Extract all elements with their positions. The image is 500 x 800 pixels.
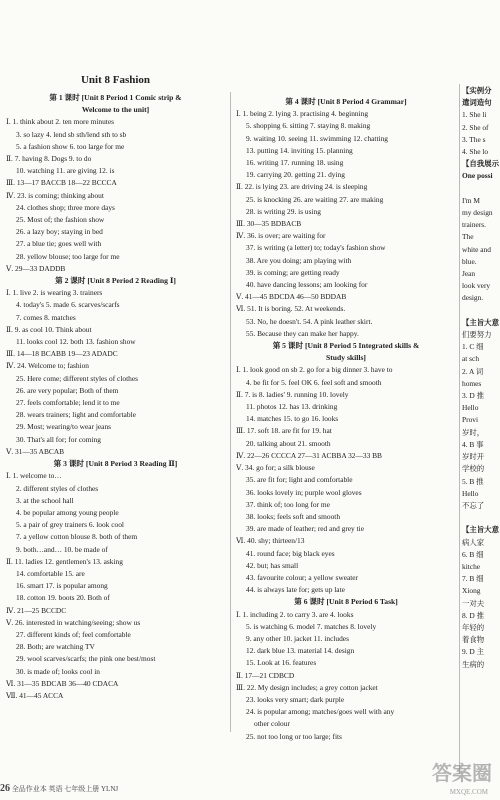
answer-line: Provi <box>462 415 479 425</box>
answer-line <box>462 305 500 317</box>
answer-line: 着食物 <box>462 635 485 645</box>
section-heading: 第 3 课时 [Unit 8 Period 3 Reading Ⅱ] <box>53 459 178 469</box>
answer-line: 年轻的 <box>462 622 485 632</box>
answer-line: 5. B 推 <box>462 476 484 486</box>
section-heading: 第 5 课时 [Unit 8 Period 5 Integrated skills & <box>272 341 420 351</box>
answer-line: Ⅲ. 14—18 BCABB 19—23 ADADC <box>6 349 118 359</box>
answer-line: 【实例分 <box>462 86 492 95</box>
answer-line: 44. is always late for; gets up late <box>246 585 345 595</box>
answer-line: I'm M <box>462 195 480 205</box>
answer-line: 42. but; has small <box>246 560 299 570</box>
section-heading: Welcome to the unit] <box>81 105 150 115</box>
answer-line: 生病的 <box>462 659 485 669</box>
answer-line: look very <box>462 281 491 291</box>
answer-line: 岁时， <box>462 427 485 437</box>
answer-line: 2. A 词 <box>462 366 484 376</box>
answer-line: Ⅰ. 1. live 2. is wearing 3. trainers <box>6 288 103 298</box>
answer-line: 病人家 <box>462 537 485 547</box>
answer-line: Ⅰ. 1. think about 2. ten more minutes <box>6 117 115 127</box>
answer-line: 16. writing 17. running 18. using <box>246 158 344 168</box>
book-title: 全品作业本 英语 七年级上册 YLNJ <box>11 785 119 793</box>
answer-line: 40. have dancing lessons; am looking for <box>246 280 368 290</box>
answer-line: 3. D 推 <box>462 391 484 401</box>
answer-line: Ⅳ. 22—26 CCCCA 27—31 ACBBA 32—33 BB <box>236 450 382 460</box>
answer-line: 15. Look at 16. features <box>246 658 317 668</box>
answer-line: Ⅱ. 11. ladies 12. gentlemen's 13. asking <box>6 556 123 566</box>
answer-line: 28. is writing 29. is using <box>246 206 321 216</box>
answer-line: 2. different styles of clothes <box>16 483 99 493</box>
answer-line <box>462 512 500 524</box>
answer-line: 10. watching 11. are giving 12. is <box>16 166 115 176</box>
answer-line: Ⅴ. 34. go for; a silk blouse <box>236 463 315 473</box>
answer-line: Ⅶ. 41—45 ACCA <box>6 690 64 700</box>
answer-line: 28. Both; are watching TV <box>16 642 95 652</box>
answer-line: 43. favourite colour; a yellow sweater <box>246 572 359 582</box>
answer-line: 28. wears trainers; light and comfortable <box>16 410 136 420</box>
answer-line: 4. She lo <box>462 147 489 157</box>
answer-line: 27. different kinds of; feel comfortable <box>16 629 131 639</box>
section-heading: 第 2 课时 [Unit 8 Period 2 Reading Ⅰ] <box>55 276 176 286</box>
answer-line: 29. wool scarves/scarfs; the pink one best/most <box>16 654 156 664</box>
watermark-logo: 答案圈 <box>432 763 492 785</box>
answer-line: 们要努力 <box>462 330 492 340</box>
answer-line: Hello <box>462 403 479 413</box>
answer-line: at sch <box>462 354 480 364</box>
answer-line: Ⅵ. 51. It is boring. 52. At weekends. <box>236 304 346 314</box>
answer-line: Ⅳ. 21—25 BCCDC <box>6 605 67 615</box>
answer-line: 16. smart 17. is popular among <box>16 581 108 591</box>
page-footer <box>0 783 118 794</box>
answer-line: Ⅳ. 36. is over; are waiting for <box>236 231 326 241</box>
answer-line: blue. <box>462 256 477 266</box>
answer-line: 35. are fit for; light and comfortable <box>246 475 353 485</box>
answer-line: 25. Here come; different styles of clothes <box>16 373 138 383</box>
answer-line: 6. B 细 <box>462 549 484 559</box>
answer-line: One possi <box>462 171 493 181</box>
answer-line: 30. is made of; looks cool in <box>16 666 100 676</box>
answer-line: Ⅴ. 41—45 BDCDA 46—50 BDDAB <box>236 292 347 302</box>
answer-line: 25. not too long or too large; fits <box>246 731 342 741</box>
answer-line: design. <box>462 293 484 303</box>
answer-line: 18. cotton 19. boots 20. Both of <box>16 593 110 603</box>
answer-line: 11. looks cool 12. both 13. fashion show <box>16 337 136 347</box>
answer-line: 25. Most of; the fashion show <box>16 215 105 225</box>
answer-line: Ⅳ. 24. Welcome to; fashion <box>6 361 90 371</box>
answer-line: 55. Because they can make her happy. <box>246 328 359 338</box>
answer-line: Ⅱ. 9. as cool 10. Think about <box>6 324 92 334</box>
answer-line: 9. both…and… 10. be made of <box>16 544 108 554</box>
answer-line: 3. at the school hall <box>16 495 74 505</box>
answer-line: Ⅱ. 22. is lying 23. are driving 24. is sleeping <box>236 182 368 192</box>
page-number: 26 <box>0 783 10 794</box>
answer-line: Ⅴ. 26. interested in watching/seeing; show us <box>6 617 141 627</box>
answer-line: Ⅰ. 1. being 2. lying 3. practising 4. beginning <box>236 109 369 119</box>
answer-line: 38. looks; feels soft and smooth <box>246 511 341 521</box>
answer-line: Ⅴ. 29—33 DADDB <box>6 263 66 273</box>
answer-line: 4. today's 5. made 6. scarves/scarfs <box>16 300 120 310</box>
unit-title: Unit 8 Fashion <box>80 74 151 86</box>
answer-line: Ⅰ. 1. including 2. to carry 3. are 4. looks <box>236 609 354 619</box>
answer-line: The <box>462 232 474 242</box>
answer-line: 20. talking about 21. smooth <box>246 438 331 448</box>
answer-line: Ⅲ. 13—17 BACCB 18—22 BCCCA <box>6 178 117 188</box>
answer-line: 25. is knocking 26. are waiting 27. are making <box>246 194 384 204</box>
answer-line: 5. is watching 6. model 7. matches 8. lovely <box>246 621 377 631</box>
answer-line: 38. Are you doing; am playing with <box>246 255 352 265</box>
answer-line: my design <box>462 208 493 218</box>
answer-line: 学校的 <box>462 464 485 474</box>
answer-line: Ⅵ. 40. shy; thirteen/13 <box>236 536 305 546</box>
answer-line: 3. so lazy 4. lend sb sth/lend sth to sb <box>16 129 127 139</box>
answer-line: Ⅱ. 7. having 8. Dogs 9. to do <box>6 154 92 164</box>
answer-line: 27. a blue tie; goes well with <box>16 239 102 249</box>
answer-line: 一对夫 <box>462 598 485 608</box>
answer-line: 4. be popular among young people <box>16 507 119 517</box>
answer-line: 9. waiting 10. seeing 11. swimming 12. chatting <box>246 133 388 143</box>
answer-line: 5. shopping 6. sitting 7. staying 8. making <box>246 121 371 131</box>
answer-line: Ⅱ. 17—21 CDBCD <box>236 670 295 680</box>
answer-line: 2. She of <box>462 122 489 132</box>
answer-line: 4. be fit for 5. feel OK 6. feel soft and smooth <box>246 377 382 387</box>
answer-line: 24. is popular among; matches/goes well with any <box>246 707 395 717</box>
answer-line: 5. a fashion show 6. too large for me <box>16 141 125 151</box>
answer-line: 26. are very popular; Both of them <box>16 385 119 395</box>
answer-line: 7. comes 8. matches <box>16 312 76 322</box>
section-heading: 第 1 课时 [Unit 8 Period 1 Comic strip & <box>49 93 182 102</box>
answer-line: homes <box>462 378 482 388</box>
answer-line: 8. D 推 <box>462 610 484 620</box>
answer-line: 【主旨大意 <box>462 525 499 535</box>
column-divider <box>230 92 231 732</box>
answer-line: 【主旨大意 <box>462 317 499 327</box>
answer-line: Xiong <box>462 586 481 596</box>
answer-line <box>462 183 500 195</box>
answer-line: trainers. <box>462 220 487 230</box>
answer-line: 【自我展示 <box>462 159 499 169</box>
answer-line: 遣词造句 <box>462 98 492 108</box>
answer-line: 37. think of; too long for me <box>246 499 330 509</box>
answer-line: 1. She li <box>462 110 487 120</box>
answer-line: Jean <box>462 269 476 279</box>
answer-line: 7. B 细 <box>462 574 484 584</box>
answer-line: 19. carrying 20. getting 21. dying <box>246 170 345 180</box>
watermark-url: MXQE.COM <box>449 788 488 796</box>
answer-line: 39. are made of leather; red and grey tie <box>246 524 364 534</box>
answer-line: 37. is writing (a letter) to; today's fashion show <box>246 243 386 253</box>
answer-line: 14. matches 15. to go 16. looks <box>246 414 339 424</box>
answer-line: Ⅰ. 1. welcome to… <box>6 471 62 481</box>
answers-left-column <box>6 92 225 702</box>
answer-line: Hello <box>462 488 479 498</box>
answer-line: 24. clothes shop; three more days <box>16 202 115 212</box>
answer-line: other colour <box>254 719 290 729</box>
answers-third-column-cropped <box>462 85 500 775</box>
answer-line: Ⅰ. 1. look good on sb 2. go for a big dinner 3. have to <box>236 365 393 375</box>
answer-line: 12. dark blue 13. material 14. design <box>246 646 355 656</box>
answer-line: 39. is coming; are getting ready <box>246 267 340 277</box>
answer-line: Ⅲ. 17. soft 18. are fit for 19. hat <box>236 426 332 436</box>
answer-line: 26. a lazy boy; staying in bed <box>16 227 103 237</box>
section-heading: 第 4 课时 [Unit 8 Period 4 Grammar] <box>285 97 407 106</box>
answer-line: Ⅵ. 31—35 BDCAB 36—40 CDACA <box>6 678 119 688</box>
answer-line: Ⅲ. 30—35 BDBACB <box>236 219 302 229</box>
answer-line: 9. D 主 <box>462 647 484 657</box>
answers-right-column <box>236 96 456 743</box>
answer-line: 7. a yellow cotton blouse 8. both of them <box>16 532 138 542</box>
column-divider <box>459 84 460 774</box>
answer-line: Ⅱ. 7. is 8. ladies' 9. running 10. lovely <box>236 389 349 399</box>
answer-line: white and <box>462 244 491 254</box>
answer-line: 53. No, he doesn't. 54. A pink leather skirt. <box>246 316 373 326</box>
answer-line: 41. round face; big black eyes <box>246 548 335 558</box>
answer-line: Ⅳ. 23. is coming; thinking about <box>6 190 104 200</box>
section-heading: Study skills] <box>326 353 366 363</box>
answer-line: 11. photos 12. has 13. drinking <box>246 402 338 412</box>
answer-line: 27. feels comfortable; lend it to me <box>16 398 120 408</box>
answer-line: 9. any other 10. jacket 11. includes <box>246 633 349 643</box>
answer-line: 36. looks lovely in; purple wool gloves <box>246 487 362 497</box>
section-heading: 第 6 课时 [Unit 8 Period 6 Task] <box>294 597 398 607</box>
answer-line: 28. yellow blouse; too large for me <box>16 251 120 261</box>
answer-line: 3. The s <box>462 134 486 144</box>
answer-line: 1. C 细 <box>462 342 484 352</box>
answer-line: Ⅴ. 31—35 ABCAB <box>6 446 65 456</box>
answer-line: 4. B 事 <box>462 439 484 449</box>
answer-line: 29. Most; wearing/to wear jeans <box>16 422 112 432</box>
answer-line: 岁时开 <box>462 452 485 462</box>
answer-line: 13. putting 14. inviting 15. planning <box>246 145 353 155</box>
answer-line: kitche <box>462 561 481 571</box>
answer-line: 不忘了 <box>462 500 485 510</box>
answer-line: Ⅲ. 22. My design includes; a grey cotton jacket <box>236 682 378 692</box>
answer-line: 30. That's all for; for coming <box>16 434 101 444</box>
answer-line: 5. a pair of grey trainers 6. look cool <box>16 520 124 530</box>
answer-line: 14. comfortable 15. are <box>16 568 85 578</box>
answer-line: 23. looks very smart; dark purple <box>246 694 345 704</box>
